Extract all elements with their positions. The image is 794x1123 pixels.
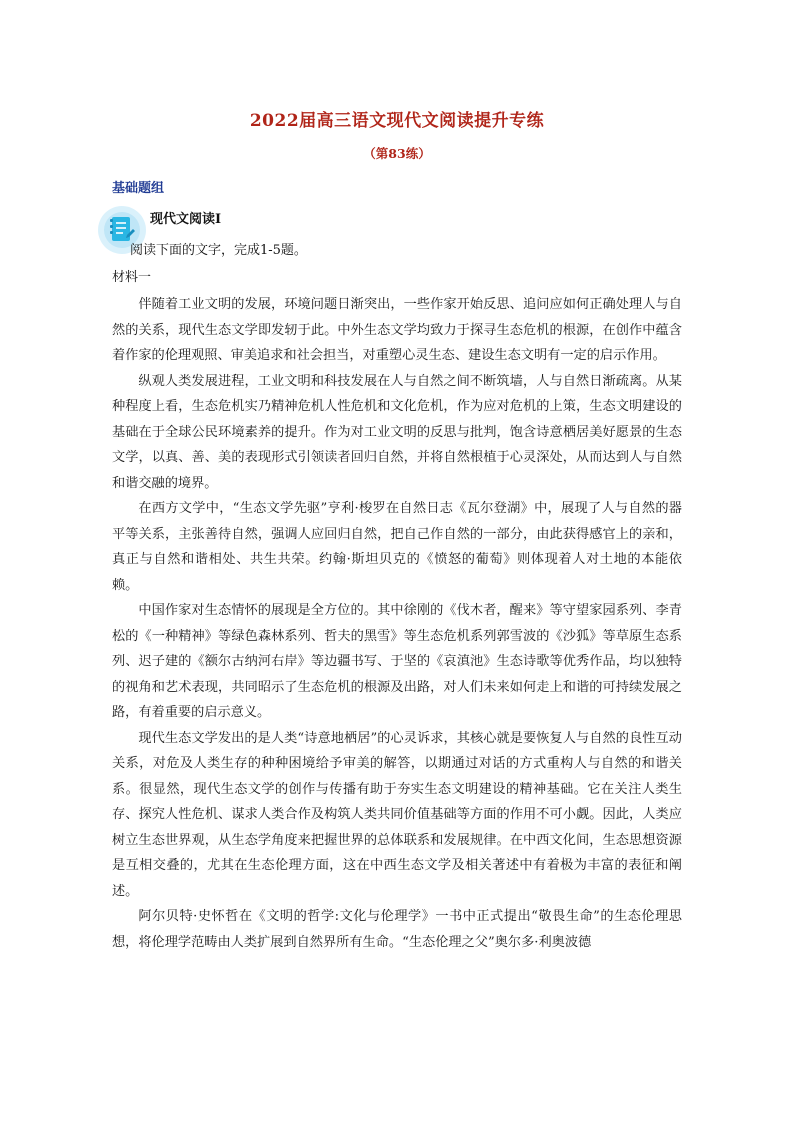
paragraph: 伴随着工业文明的发展，环境问题日渐突出，一些作家开始反思、追问应如何正确处理人与自然的关系，现代生态文学即发轫于此。中外生态文学均致力于探寻生态危机的根源，在创作中蕴含着作家的伦理观照、审美追求和社会担当，对重塑心灵生态、建设生态文明有一定的启示作用。	[112, 297, 682, 363]
paragraph: 在西方文学中，“生态文学先驱”亨利·梭罗在自然日志《瓦尔登湖》中，展现了人与自然的器平等关系，主张善待自然，强调人应回归自然，把自己作自然的一部分，由此获得感官上的亲和，真正与自然和谐相处、共生共荣。约翰·斯坦贝克的《愤怒的葡萄》则体现着人对土地的本能依赖。	[112, 501, 682, 593]
page-title: 2022届高三语文现代文阅读提升专练	[249, 111, 545, 131]
section-title: 现代文阅读Ⅰ	[150, 212, 222, 227]
paragraph: 中国作家对生态情怀的展现是全方位的。其中徐刚的《伐木者，醒来》等守望家园系列、李青松的《一种精神》等绿色森林系列、哲夫的黑雪》等生态危机系列郭雪波的《沙狐》等草原生态系列、迟子建的《额尔古纳河右岸》等边疆书写、于坚的《哀滇池》生态诗歌等优秀作品，均以独特的视角和艺术表现，共同昭示了生态危机的根源及出路，对人们未来如何走上和谐的可持续发展之路，有着重要的启示意义。	[112, 603, 682, 720]
paragraph: 纵观人类发展进程，工业文明和科技发展在人与自然之间不断筑墙，人与自然日渐疏离。从某种程度上看，生态危机实乃精神危机人性危机和文化危机，作为应对危机的上策，生态文明建设的基础在于全球公民环境素养的提升。作为对工业文明的反思与批判，饱含诗意栖居美好愿景的生态文学，以真、善、美的表现形式引领读者回归自然，并将自然根植于心灵深处，从而达到人与自然和谐交融的境界。	[112, 373, 682, 491]
article-body	[112, 292, 682, 955]
instruction-text: 阅读下面的文字，完成1-5题。	[130, 243, 307, 258]
paragraph: 阿尔贝特·史怀哲在《文明的哲学:文化与伦理学》一书中正式提出“敬畏生命”的生态伦理思想，将伦理学范畴由人类扩展到自然界所有生命。“生态伦理之父”奥尔多·利奥波德	[112, 909, 682, 950]
material-label: 材料一	[112, 270, 152, 285]
page-subtitle: （第83练）	[363, 146, 431, 161]
group-label: 基础题组	[112, 181, 165, 196]
paragraph: 现代生态文学发出的是人类“诗意地栖居”的心灵诉求，其核心就是要恢复人与自然的良性互动关系，对危及人类生存的种种困境给予审美的解答，以期通过对话的方式重构人与自然的和谐关系。很显然，现代生态文学的创作与传播有助于夯实生态文明建设的精神基础。它在关注人类生存、探究人性危机、谋求人类合作及构筑人类共同价值基础等方面的作用不可小觑。因此，人类应树立生态世界观，从生态学角度来把握世界的总体联系和发展规律。在中西文化间，生态思想资源是互相交叠的，尤其在生态伦理方面，这在中西生态文学及相关著述中有着极为丰富的表征和阐述。	[112, 730, 682, 899]
